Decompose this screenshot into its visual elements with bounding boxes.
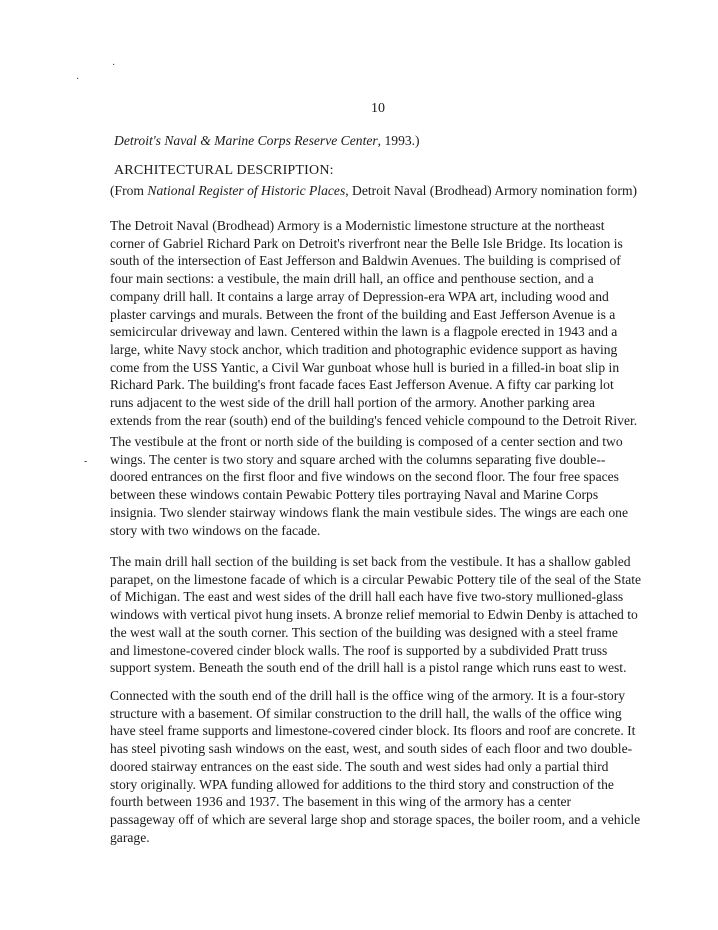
paragraph-line: come from the USS Yantic, a Civil War gunboat whose hull is buried in a filled-in boat slip in — [110, 359, 620, 375]
paragraph-line: of Michigan. The east and west sides of the drill hall each have five two-story mullioned-glass — [110, 589, 624, 605]
paragraph-drill-hall — [110, 553, 655, 677]
paragraph-line: The main drill hall section of the building is set back from the vestibule. It has a shallow gabled — [110, 554, 631, 569]
paragraph-overview — [110, 217, 655, 429]
citation-suffix: , 1993.) — [377, 133, 420, 148]
paragraph-line: The Detroit Naval (Brodhead) Armory is a Modernistic limestone structure at the northeast — [110, 218, 605, 233]
paragraph-line: passageway off of which are several large shop and storage spaces, the boiler room, and a vehicle — [110, 811, 641, 827]
paragraph-line: four main sections: a vestibule, the main drill hall, an office and penthouse section, and a — [110, 271, 594, 287]
paragraph-line: extends from the rear (south) end of the building's fenced vehicle compound to the Detroit River. — [110, 412, 638, 428]
paragraph-line: has steel pivoting sash windows on the east, west, and south sides of each floor and two double- — [110, 741, 633, 757]
paragraph-line: plaster carvings and murals. Between the front of the building and East Jefferson Avenue is a — [110, 306, 616, 322]
paragraph-line: structure with a basement. Of similar construction to the drill hall, the walls of the office wing — [110, 705, 622, 721]
source-suffix: , Detroit Naval (Brodhead) Armory nomination form) — [345, 183, 638, 198]
citation-title: Detroit's Naval & Marine Corps Reserve Center — [114, 133, 378, 148]
paragraph-line: insignia. Two slender stairway windows flank the main vestibule sides. The wings are each one — [110, 504, 629, 520]
paragraph-line: garage. — [110, 829, 150, 845]
paragraph-line: Connected with the south end of the drill hall is the office wing of the armory. It is a four-story — [110, 688, 626, 703]
paragraph-line: windows with vertical pivot hung insets. A bronze relief memorial to Edwin Denby is attached to — [110, 607, 638, 623]
source-title: National Register of Historic Places — [147, 183, 346, 198]
paragraph-line: doored entrances on the first floor and five windows on the second floor. The four free spaces — [110, 469, 619, 485]
paragraph-line: between these windows contain Pewabic Pottery tiles portraying Naval and Marine Corps — [110, 487, 599, 503]
paragraph-line: doored stairway entrances on the east side. The south and west sides had only a partial third — [110, 758, 609, 774]
paragraph-line: story with two windows on the facade. — [110, 522, 321, 538]
paragraph-line: parapet, on the limestone facade of which is a circular Pewabic Pottery tile of the seal of the State — [110, 571, 642, 587]
paragraph-line: large, white Navy stock anchor, which tradition and photographic evidence support as having — [110, 341, 618, 357]
source-prefix: (From — [110, 183, 148, 198]
paragraph-line: The vestibule at the front or north side of the building is composed of a center section and two — [110, 434, 623, 449]
source-note — [110, 183, 637, 199]
paragraph-line: company drill hall. It contains a large array of Depression-era WPA art, including wood and — [110, 288, 609, 304]
paragraph-line: support system. Beneath the south end of the drill hall is a pistol range which runs east to west. — [110, 660, 627, 676]
paragraph-line: and limestone-covered cinder block walls. The roof is supported by a subdivided Pratt truss — [110, 642, 608, 658]
section-heading: ARCHITECTURAL DESCRIPTION: — [114, 163, 334, 178]
paragraph-line: runs adjacent to the west side of the drill hall portion of the armory. Another parking area — [110, 395, 595, 411]
paragraph-line: have steel frame supports and limestone-covered cinder block. Its floors and roof are concrete. It — [110, 723, 636, 739]
paragraph-line: south of the intersection of East Jefferson and Baldwin Avenues. The building is comprised of — [110, 253, 621, 269]
paragraph-line: semicircular driveway and lawn. Centered within the lawn is a flagpole erected in 1943 and a — [110, 324, 618, 340]
paragraph-line: corner of Gabriel Richard Park on Detroit's riverfront near the Belle Isle Bridge. Its location is — [110, 235, 623, 251]
paragraph-line: Richard Park. The building's front facade faces East Jefferson Avenue. A fifty car parking lot — [110, 377, 614, 393]
citation-continuation — [114, 133, 420, 149]
margin-dash: - — [84, 456, 88, 467]
paragraph-line: the west wall at the south corner. This section of the building was designed with a steel frame — [110, 624, 618, 640]
paragraph-vestibule — [110, 433, 655, 539]
paragraph-line: wings. The center is two story and square arched with the columns separating five double-- — [110, 451, 606, 467]
paragraph-office-wing — [110, 687, 655, 846]
paragraph-line: fourth between 1936 and 1937. The basement in this wing of the armory has a center — [110, 794, 572, 810]
paragraph-line: story originally. WPA funding allowed for additions to the third story and construction of the — [110, 776, 614, 792]
scan-speck: · — [76, 74, 80, 85]
scan-speck: · — [112, 60, 116, 71]
page-number: 10 — [371, 101, 385, 116]
